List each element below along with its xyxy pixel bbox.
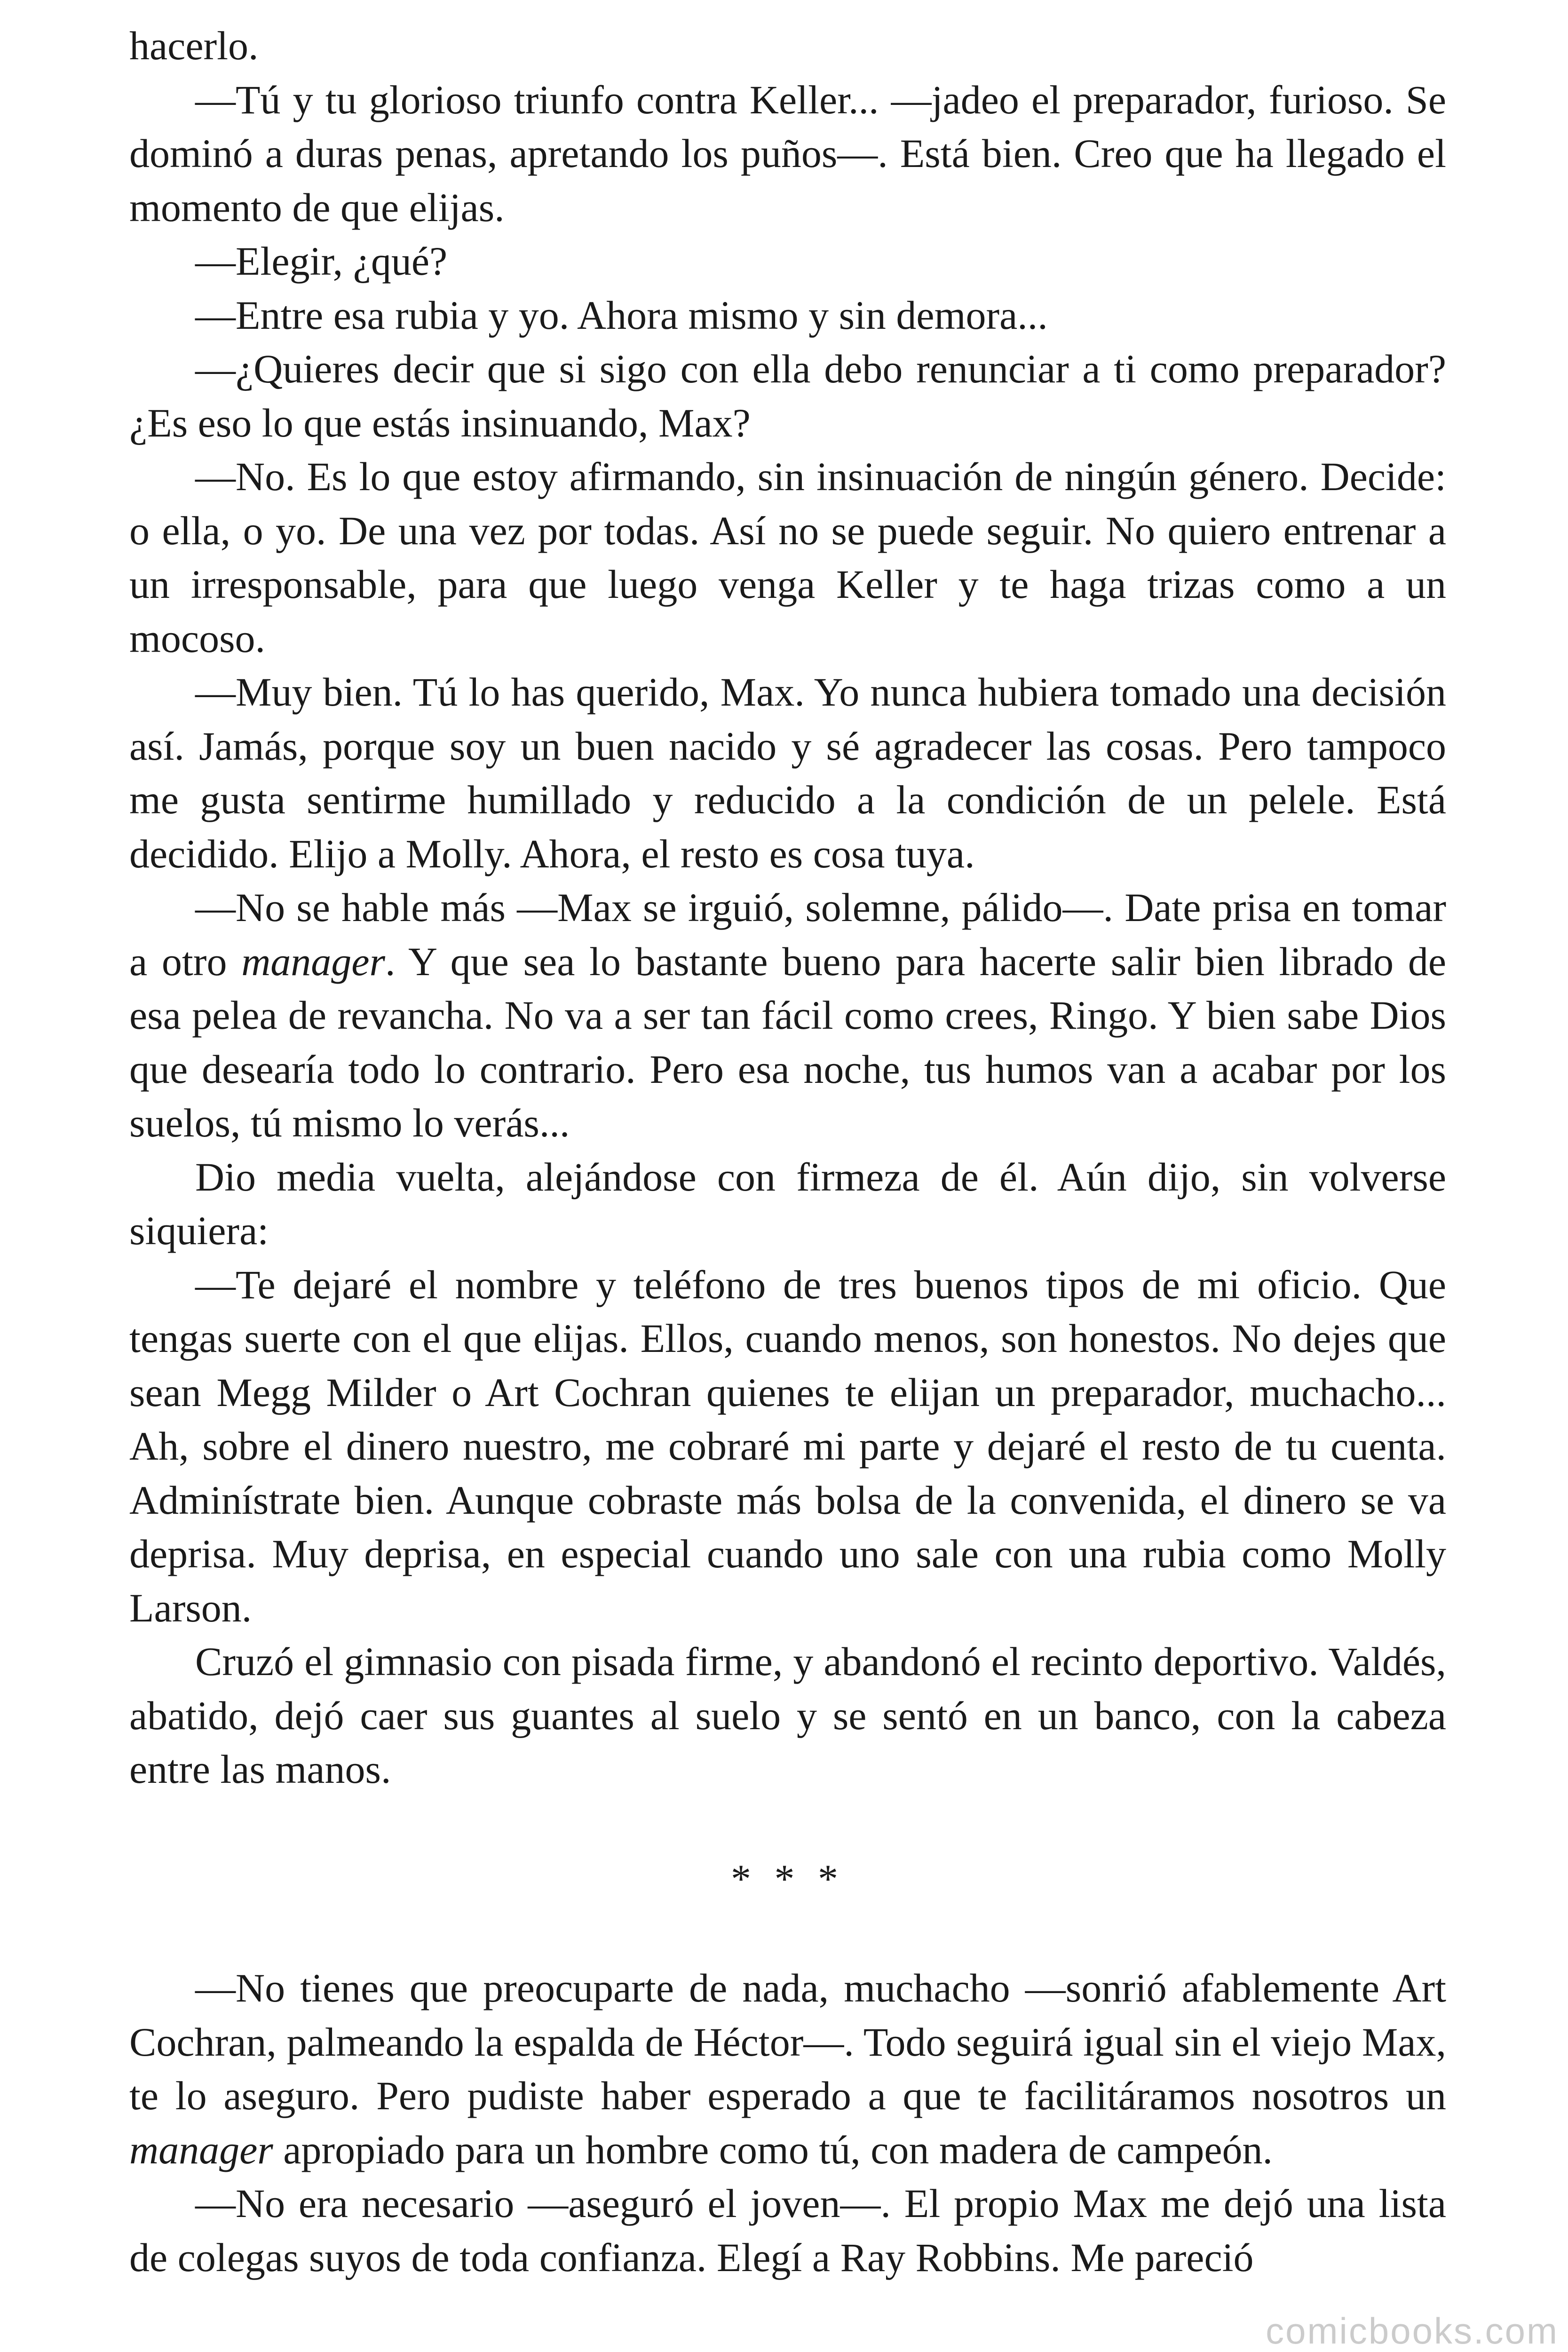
paragraph-9: —Te dejaré el nombre y teléfono de tres buenos tipos de mi oficio. Que tengas suerte con el que elijas. Ellos, cuando menos, son honestos. No dejes que sean Megg Milder o Art Cochran quienes te elijan un preparador, muchacho... Ah, sobre el dinero nuestro, me cobraré mi parte y dejaré el resto de tu cuenta. Adminístrate bien. Aunque cobraste más bolsa de la convenida, el dinero se va deprisa. Muy deprisa, en especial cuando uno sale con una rubia como Molly Larson. (129, 1262, 1446, 1630)
paragraph-7-text-b: . Y que sea lo bastante bueno para hacerte salir bien librado de esa pelea de revancha. No va a ser tan fácil como crees, Ringo. Y bien sabe Dios que desearía todo lo contrario. Pero esa noche, tus humos van a acabar por los suelos, tú mismo lo verás... (129, 938, 1447, 1145)
paragraph-7 (129, 881, 1446, 1150)
paragraph-1: —Tú y tu glorioso triunfo contra Keller... —jadeo el preparador, furioso. Se dominó a duras penas, apretando los puños—. Está bien. Creo que ha llegado el momento de que elijas. (129, 77, 1446, 230)
paragraph-11-text-b: apropiado para un hombre como tú, con madera de campeón. (273, 2127, 1273, 2172)
watermark: comicbooks.com (1266, 2310, 1559, 2352)
paragraph-4: —¿Quieres decir que si sigo con ella debo renunciar a ti como preparador? ¿Es eso lo que estás insinuando, Max? (129, 346, 1446, 445)
paragraph-0: hacerlo. (129, 23, 259, 68)
paragraph-11 (129, 1961, 1446, 2177)
page-body (129, 19, 1446, 2284)
paragraph-5: —No. Es lo que estoy afirmando, sin insinuación de ningún género. Decide: o ella, o yo. De una vez por todas. Así no se puede seguir. No quiero entrenar a un irresponsable, para que luego venga Keller y te haga trizas como a un mocoso. (129, 454, 1446, 661)
paragraph-7-text-a: —No se hable más —Max se irguió, solemne, pálido—. Date prisa en tomar a otro (129, 885, 1446, 984)
paragraph-7-italic: manager (241, 938, 385, 984)
paragraph-3: —Entre esa rubia y yo. Ahora mismo y sin demora... (195, 292, 1048, 338)
paragraph-2: —Elegir, ¿qué? (195, 238, 448, 284)
paragraph-8: Dio media vuelta, alejándose con firmeza de él. Aún dijo, sin volverse siquiera: (129, 1154, 1446, 1253)
paragraph-11-italic: manager (129, 2127, 273, 2172)
paragraph-10: Cruzó el gimnasio con pisada firme, y abandonó el recinto deportivo. Valdés, abatido, dejó caer sus guantes al suelo y se sentó en un banco, con la cabeza entre las manos. (129, 1639, 1446, 1792)
paragraph-11-text-a: —No tienes que preocuparte de nada, muchacho —sonrió afablemente Art Cochran, palmeando la espalda de Héctor—. Todo seguirá igual sin el viejo Max, te lo aseguro. Pero pudiste haber esperado a que te facilitáramos nosotros un (129, 1965, 1446, 2118)
section-separator: * * * (731, 1856, 845, 1901)
paragraph-6: —Muy bien. Tú lo has querido, Max. Yo nunca hubiera tomado una decisión así. Jamás, porque soy un buen nacido y sé agradecer las cosas. Pero tampoco me gusta sentirme humillado y reducido a la condición de un pelele. Está decidido. Elijo a Molly. Ahora, el resto es cosa tuya. (129, 669, 1446, 876)
paragraph-12: —No era necesario —aseguró el joven—. El propio Max me dejó una lista de colegas suyos de toda confianza. Elegí a Ray Robbins. Me pareció (129, 2181, 1446, 2280)
